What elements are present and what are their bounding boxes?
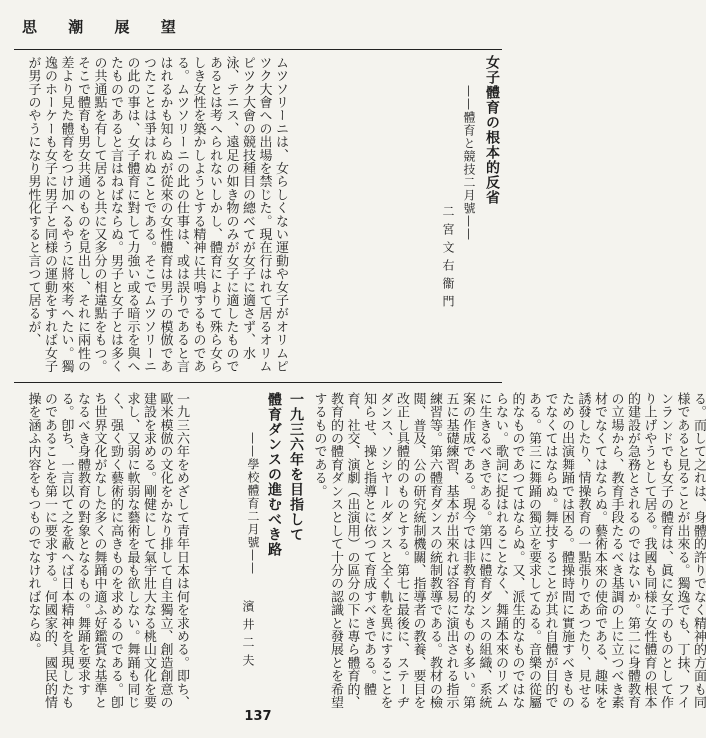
header-char: 望: [160, 18, 182, 36]
article3-body: る。而して之れは、身體的許りでなく精神的方面も同様であると見ることが出來る。獨逸でも、丁抹、フインランドでも女子の體育は、眞に女子のものとして作り上げやうとして居る。我國も同様に女性體育の根本的建設が急務とされるのではないか。第二に身體教育の立場から、教育手段たるべき基調の上に立つべき素材でなくてはならぬ。藝術本來の使命である、趣味を誘發したり、情操教育の一點張りであつたり、見せるための出演舞踊では困る。體操時間に實施すべきものでなくてはならぬ。舞技することが其れ自體が目的である。第三に舞踊の獨立を要求してゐる。音樂の從屬的なものであつてはならぬ。又、派生的なものではならない。歌詞に捉はれることなく、舞踊本來のリズムに生きるべきである。第四に體育ダンスの組織、系統案の作成である。現今では非教育的なものも多い。第五に基礎練習、基本が出來れば容易に演出される指示練習等。第六體育ダンスの統制教導である。教材の檢閲、普及、公の研究統制機關、指導者の教養、要目を改正し具體的のものとする。第七に最後に、ステーヂダンス、ソシヤールダンスと全く軌を異にすることを知らせ、操と指導とに依つて育成すべきである。體育、社交、演劇（出演用）の區分の下に專ら體育的、教育的の體育ダンスとして十分の認識と發展とを希望するものである。: [311, 392, 706, 709]
article1-body-block: [24, 56, 420, 378]
article2-author: 濱井二夫: [241, 600, 255, 672]
header-char: 潮: [68, 18, 90, 36]
article2-title-line2: 體育ダンスの進むべき路: [266, 392, 282, 557]
header-rule: [14, 49, 502, 50]
article1-author: 二宮文右衞門: [441, 205, 455, 313]
page-number: 137: [244, 709, 272, 724]
article2-subtitle: ——學校體育二月號——: [246, 432, 260, 575]
article3-body-block: [310, 392, 706, 714]
header-char: 思: [22, 18, 44, 36]
article1-subtitle: ——體育と競技二月號——: [462, 85, 476, 241]
header-char: 展: [114, 18, 136, 36]
article2-body: 一九三六年をめざして青年日本は何を求める。即ち、歐米模倣の文化をかなり排して自主獨立、創造創意の建設を求める。剛健にして氣宇壯大なる桃山文化を要求し、又弱に軟弱な藝術を最も欲しない。舞踊も同じく、强く勁く藝術的に高きものを求めるのである。卽ち世界文化がなした多くの舞踊中適ふ好鑑賞な基準となるべき身體教育の對象となるもの。舞踊を要求する。卽ち、一言以て之を蔽へば日本精神を具現したものであることを第一に要求する。何國家的、國民的情操を涵ふ内容をもつものでなければならぬ。: [25, 392, 189, 709]
section-rule: [14, 382, 502, 383]
article1-title: 女子體育の根本的反省: [484, 55, 500, 205]
article2-body-block: [24, 392, 234, 714]
article1-heading: [440, 55, 502, 375]
article2-title: 一九三六年を目指して: [288, 392, 304, 542]
article1-body: ムツソリーニは、女らしくない運動や女子がオリムピツク大會への出場を禁じた。現在行はれて居るオリムピツク大會の競技種目の總べてが女子に適さず、水泳、テニス、遠足の如き物のみが女子に適したものであるとは考へられないしかし、體育によりて殊ら女らしき女性を築かしようとする精神に共鳴するものである。ムツソリーニの此の仕事は、或は誤りであると言はれるかも知らぬが從來の女性體育は男子の模倣であつたことは爭はれぬことである。そこでムツソリーニの此の事は、女子體育に對して力強い或る暗示を與へたものであると言はねばならぬ。男子と女子とは多くの共通點を有して居ると共に又多分の相違點をもつ。そこで體育も男女共通のものを見出し、それに兩性の差より見た體育をつけ加へるやうに將來考へたい。獨逸のホーケーも女子に男子と同様の運動をすれば女子が男子のやうになり男性化すると言つて居るが、: [25, 56, 288, 373]
running-header: [22, 16, 196, 37]
